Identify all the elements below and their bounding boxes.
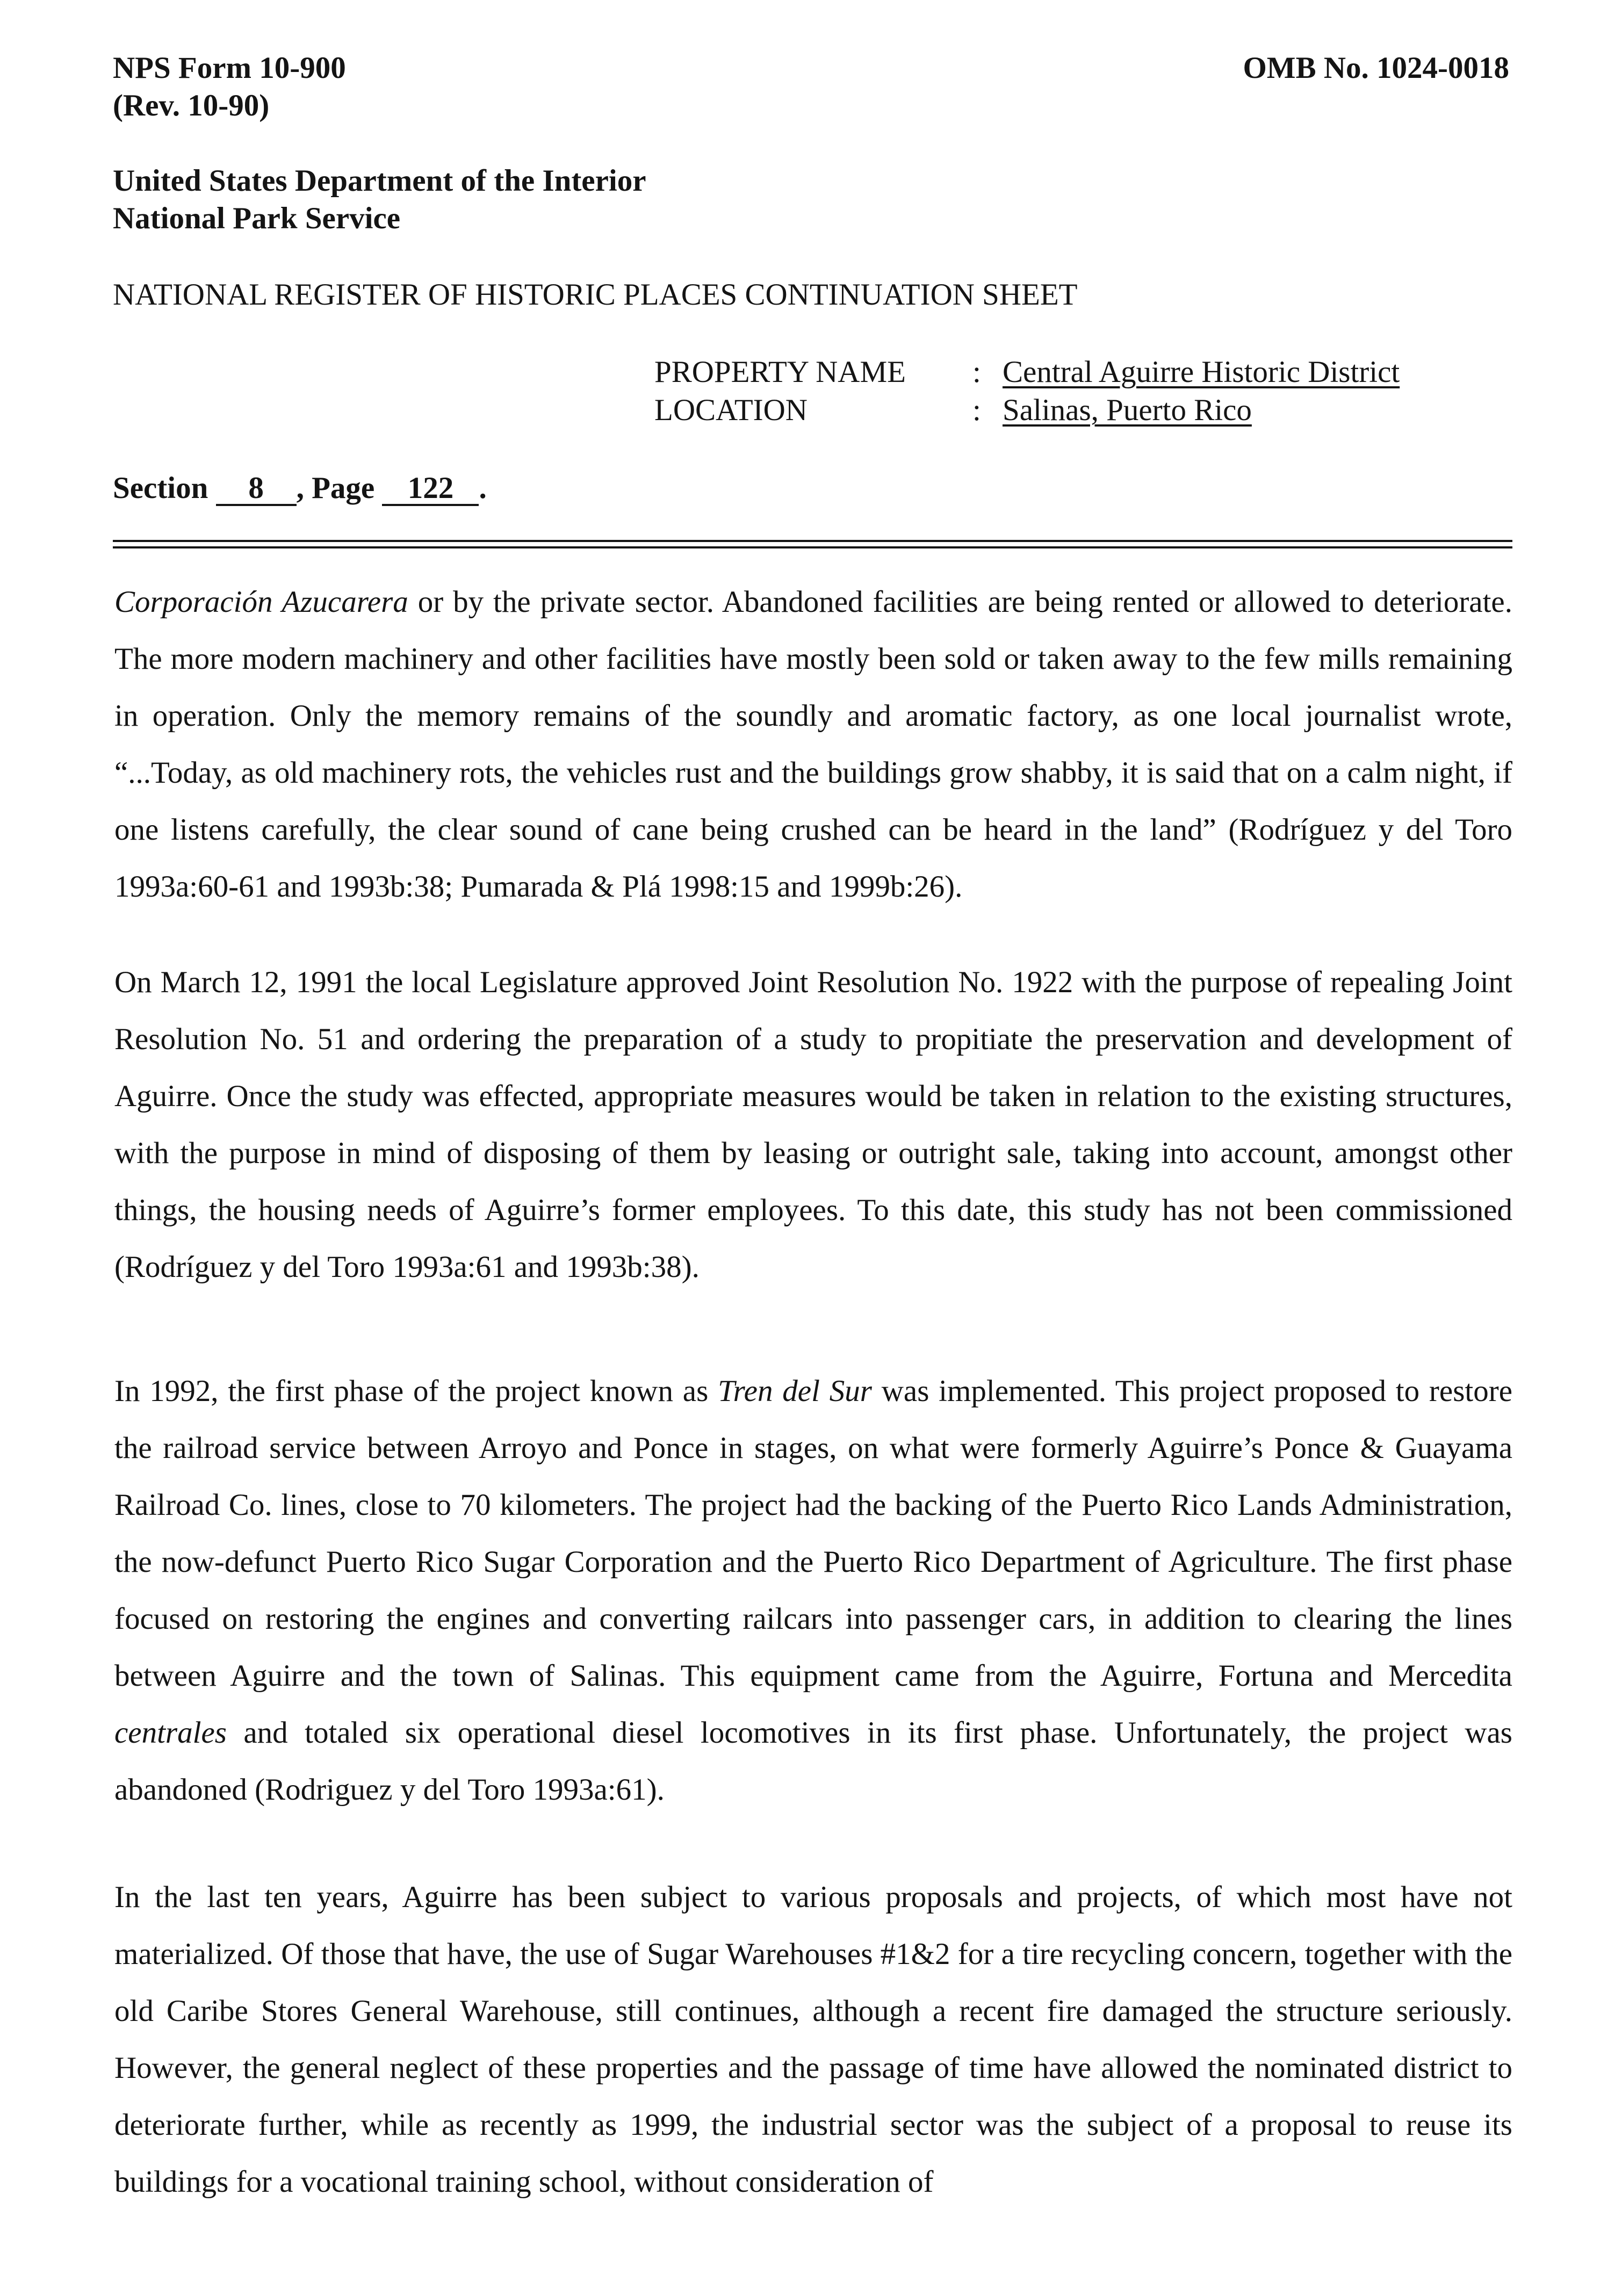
p3-italic-tren-del-sur: Tren del Sur xyxy=(718,1374,872,1408)
body-paragraph-4 xyxy=(114,1869,1512,2211)
omb-number: OMB No. 1024-0018 xyxy=(1243,51,1509,85)
p2-text: On March 12, 1991 the local Legislature approved Joint Resolution No. 1922 with the purpose of repealing Joint Resolution No. 51 and ordering the preparation of a study to propitiate the preservation and development of Aguirre. Once the study was effected, appropriate measures would be taken in relation to the existing structures, with the purpose in mind of disposing of them by leasing or outright sale, taking into account, amongst other things, the housing needs of Aguirre’s former employees. To this date, this study has not been commissioned (Rodríguez y del Toro 1993a:61 and 1993b:38). xyxy=(114,965,1512,1284)
page-number: 122 xyxy=(382,473,479,506)
p3-text-b: was implemented. This project proposed to restore the railroad service between Arroyo and Ponce in stages, on what were formerly Aguirre’s Ponce & Guayama Railroad Co. lines, close to 70 kilometers. The project had the backing of the Puerto Rico Lands Administration, the now-defunct Puerto Rico Sugar Corporation and the Puerto Rico Department of Agriculture. The first phase focused on restoring the engines and converting railcars into passenger cars, in addition to clearing the lines between Aguirre and the town of Salinas. This equipment came from the Aguirre, Fortuna and Mercedita xyxy=(114,1374,1512,1693)
service-name: National Park Service xyxy=(113,201,401,235)
end-mark: . xyxy=(479,471,487,505)
p3-text-a: In 1992, the first phase of the project known as xyxy=(114,1374,718,1408)
property-name-separator: : xyxy=(972,355,981,389)
location-separator: : xyxy=(972,393,981,427)
section-page-line xyxy=(113,473,487,506)
p4-text: In the last ten years, Aguirre has been subject to various proposals and projects, of which most have not materialized. Of those that have, the use of Sugar Warehouses #1&2 for a tire recycling concern, together with the old Caribe Stores General Warehouse, still continues, although a recent fire damaged the structure seriously. However, the general neglect of these properties and the passage of time have allowed the nominated district to deteriorate further, while as recently as 1999, the industrial sector was the subject of a proposal to reuse its buildings for a vocational training school, without consideration of xyxy=(114,1880,1512,2199)
page-label: , Page xyxy=(296,471,375,505)
header-rule-top xyxy=(113,540,1512,542)
p3-italic-centrales: centrales xyxy=(114,1716,227,1750)
body-paragraph-3 xyxy=(114,1363,1512,1818)
location-value: Salinas, Puerto Rico xyxy=(1003,393,1252,427)
location-label: LOCATION xyxy=(654,393,808,427)
sheet-title: NATIONAL REGISTER OF HISTORIC PLACES CONTINUATION SHEET xyxy=(113,278,1078,312)
body-paragraph-2 xyxy=(114,954,1512,1296)
section-number: 8 xyxy=(216,473,297,506)
property-name-value: Central Aguirre Historic District xyxy=(1003,355,1400,389)
form-number: NPS Form 10-900 xyxy=(113,51,346,85)
p1-italic-term: Corporación Azucarera xyxy=(114,585,408,619)
property-name-label: PROPERTY NAME xyxy=(654,355,906,389)
header-rule-bottom xyxy=(113,546,1512,548)
section-label: Section xyxy=(113,471,208,505)
department-name: United States Department of the Interior xyxy=(113,164,646,198)
body-paragraph-1 xyxy=(114,574,1512,915)
form-revision: (Rev. 10-90) xyxy=(113,89,270,122)
p3-text-c: and totaled six operational diesel locomotives in its first phase. Unfortunately, the project was abandoned (Rodriguez y del Toro 1993a:61). xyxy=(114,1716,1512,1807)
p1-text: or by the private sector. Abandoned facilities are being rented or allowed to deteriorate. The more modern machinery and other facilities have mostly been sold or taken away to the few mills remaining in operation. Only the memory remains of the soundly and aromatic factory, as one local journalist wrote, “...Today, as old machinery rots, the vehicles rust and the buildings grow shabby, it is said that on a calm night, if one listens carefully, the clear sound of cane being crushed can be heard in the land” (Rodríguez y del Toro 1993a:60-61 and 1993b:38; Pumarada & Plá 1998:15 and 1999b:26). xyxy=(114,585,1512,904)
